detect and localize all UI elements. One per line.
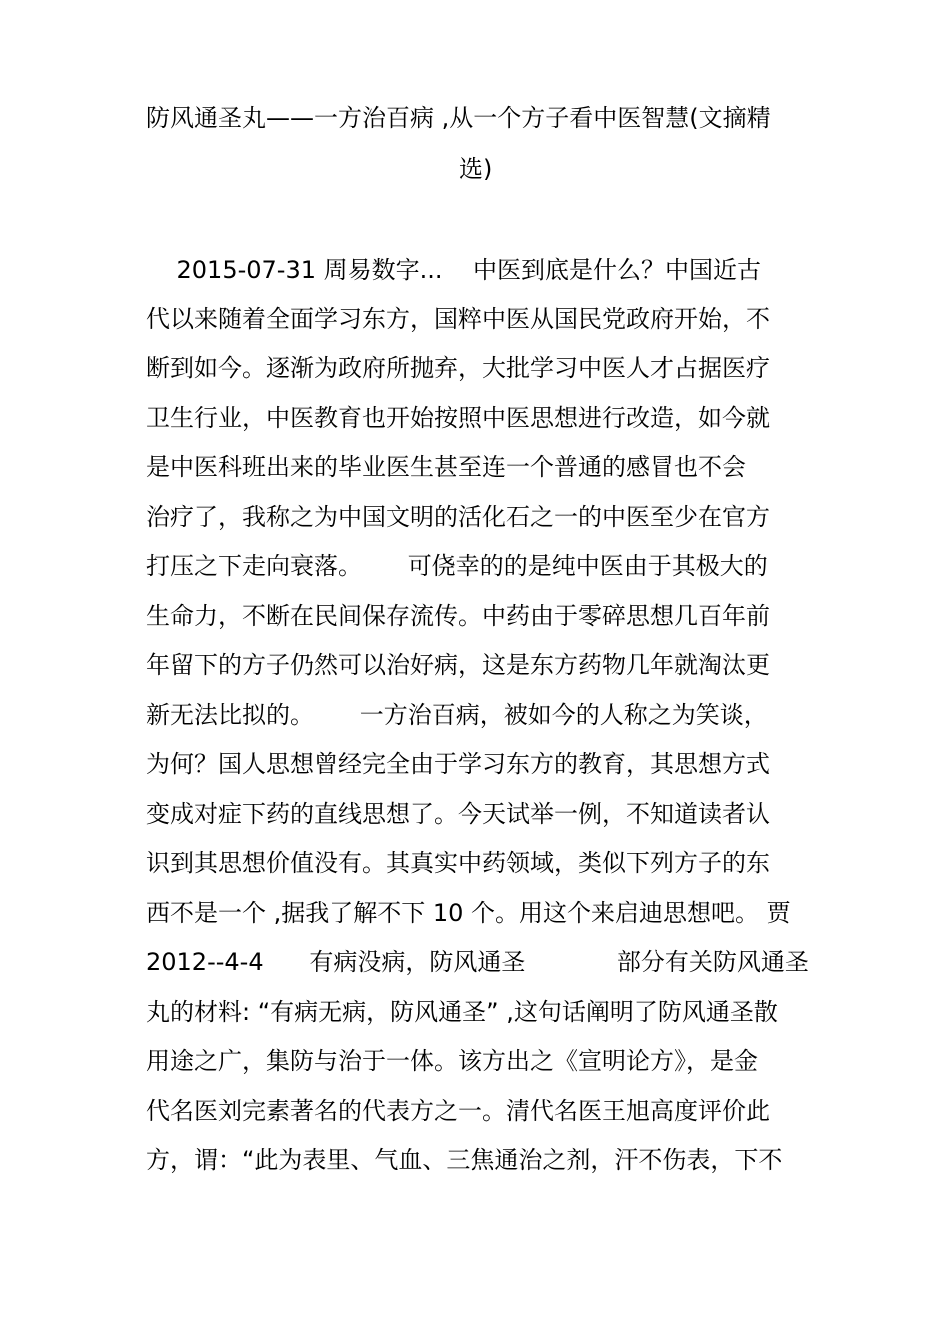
body-line-14: 西不是一个 ,据我了解不下 10 个。用这个来启迪思想吧。 贾 bbox=[146, 899, 791, 927]
body-line-3: 断到如今。逐渐为政府所抛弃，大批学习中医人才占据医疗 bbox=[146, 354, 770, 382]
body-line-19: 方，谓：“此为表里、气血、三焦通治之剂，汗不伤表，下不 bbox=[146, 1146, 783, 1174]
body-line-11: 为何？国人思想曾经完全由于学习东方的教育，其思想方式 bbox=[146, 750, 770, 778]
body-line-15: 2012--4-4 有病没病，防风通圣 部分有关防风通圣 bbox=[146, 948, 809, 976]
body-line-4: 卫生行业，中医教育也开始按照中医思想进行改造，如今就 bbox=[146, 404, 770, 432]
body-line-10: 新无法比拟的。 一方治百病，被如今的人称之为笑谈， bbox=[146, 701, 768, 729]
document-title-line-1: 防风通圣丸——一方治百病 ,从一个方子看中医智慧(文摘精 bbox=[146, 104, 771, 132]
body-line-7: 打压之下走向衰落。 可侥幸的的是纯中医由于其极大的 bbox=[146, 552, 768, 580]
body-line-12: 变成对症下药的直线思想了。今天试举一例，不知道读者认 bbox=[146, 800, 770, 828]
body-line-17: 用途之广，集防与治于一体。该方出之《宣明论方》，是金 bbox=[146, 1047, 758, 1075]
body-line-5: 是中医科班出来的毕业医生甚至连一个普通的感冒也不会 bbox=[146, 453, 746, 481]
body-line-2: 代以来随着全面学习东方，国粹中医从国民党政府开始，不 bbox=[146, 305, 770, 333]
document-title-line-2: 选) bbox=[459, 155, 493, 183]
body-line-16: 丸的材料: “有病无病，防风通圣” ,这句话阐明了防风通圣散 bbox=[146, 998, 778, 1026]
body-line-8: 生命力，不断在民间保存流传。中药由于零碎思想几百年前 bbox=[146, 602, 770, 630]
body-line-18: 代名医刘完素著名的代表方之一。清代名医王旭高度评价此 bbox=[146, 1097, 770, 1125]
body-line-6: 治疗了，我称之为中国文明的活化石之一的中医至少在官方 bbox=[146, 503, 770, 531]
body-line-1: 2015-07-31 周易数字... 中医到底是什么？中国近古 bbox=[146, 256, 762, 284]
body-line-13: 识到其思想价值没有。其真实中药领域，类似下列方子的东 bbox=[146, 849, 770, 877]
body-line-9: 年留下的方子仍然可以治好病，这是东方药物几年就淘汰更 bbox=[146, 651, 770, 679]
